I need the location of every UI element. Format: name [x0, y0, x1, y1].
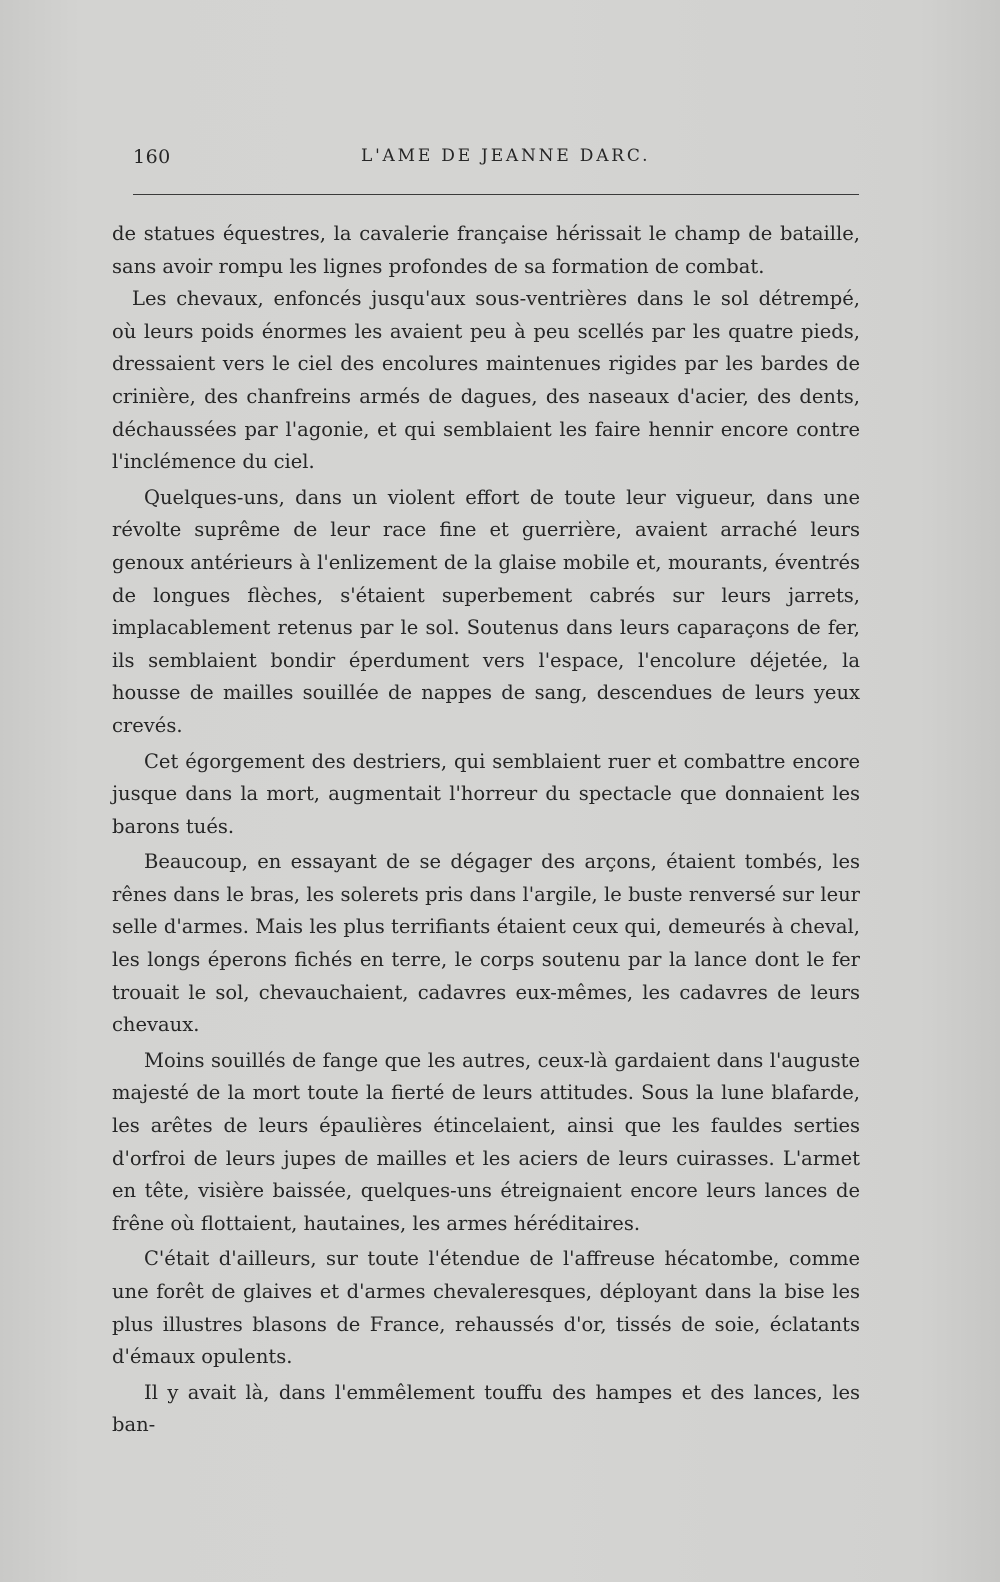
header-rule: [133, 194, 859, 195]
paragraph: Quelques-uns, dans un violent effort de toute leur vigueur, dans une révolte suprême de leur race fine et guerrière, avaient arraché leurs genoux antérieurs à l'enlizement de la glaise mobile et, mourants, éventrés de longues flèches, s'étaient superbement cabrés sur leurs jarrets, implacablement retenus par le sol. Soutenus dans leurs caparaçons de fer, ils semblaient bondir éperdument vers l'espace, l'encolure déjetée, la housse de mailles souillée de nappes de sang, descendues de leurs yeux crevés.: [112, 485, 860, 737]
running-title: L'AME DE JEANNE DARC.: [361, 146, 651, 166]
paragraph: de statues équestres, la cavalerie française hérissait le champ de bataille, sans avoir rompu les lignes profondes de sa formation de combat.: [112, 222, 860, 278]
paragraph: Cet égorgement des destriers, qui semblaient ruer et combattre encore jusque dans la mort, augmentait l'horreur du spectacle que donnaient les barons tués.: [112, 749, 860, 838]
paragraph: Beaucoup, en essayant de se dégager des arçons, étaient tombés, les rênes dans le bras, les solerets pris dans l'argile, le buste renversé sur leur selle d'armes. Mais les plus terrifiants étaient ceux qui, demeurés à cheval, les longs éperons fichés en terre, le corps soutenu par la lance dont le fer trouait le sol, chevauchaient, cadavres eux-mêmes, les cadavres de leurs chevaux.: [112, 850, 860, 1037]
page-header: [133, 146, 859, 176]
paragraph: Moins souillés de fange que les autres, ceux-là gardaient dans l'auguste majesté de la mort toute la fierté de leurs attitudes. Sous la lune blafarde, les arêtes de leurs épaulières étincelaient, ainsi que les fauldes serties d'orfroi de leurs jupes de mailles et les aciers de leurs cuirasses. L'armet en tête, visière baissée, quelques-uns étreignaient encore leurs lances de frêne où flottaient, hautaines, les armes héréditaires.: [112, 1048, 860, 1235]
body-text: [112, 218, 860, 1442]
page-number: 160: [133, 146, 171, 168]
paragraph: Il y avait là, dans l'emmêlement touffu des hampes et des lances, les ban-: [112, 1380, 860, 1437]
paragraph: C'était d'ailleurs, sur toute l'étendue de l'affreuse hécatombe, comme une forêt de glaives et d'armes chevaleresques, déployant dans la bise les plus illustres blasons de France, rehaussés d'or, tissés de soie, éclatants d'émaux opulents.: [112, 1247, 860, 1369]
paragraph: Les chevaux, enfoncés jusqu'aux sous-ventrières dans le sol détrempé, où leurs poids énormes les avaient peu à peu scellés par les quatre pieds, dressaient vers le ciel des encolures maintenues rigides par les bardes de crinière, des chanfreins armés de dagues, des naseaux d'acier, des dents, déchaussées par l'agonie, et qui semblaient les faire hennir encore contre l'inclémence du ciel.: [112, 287, 860, 474]
